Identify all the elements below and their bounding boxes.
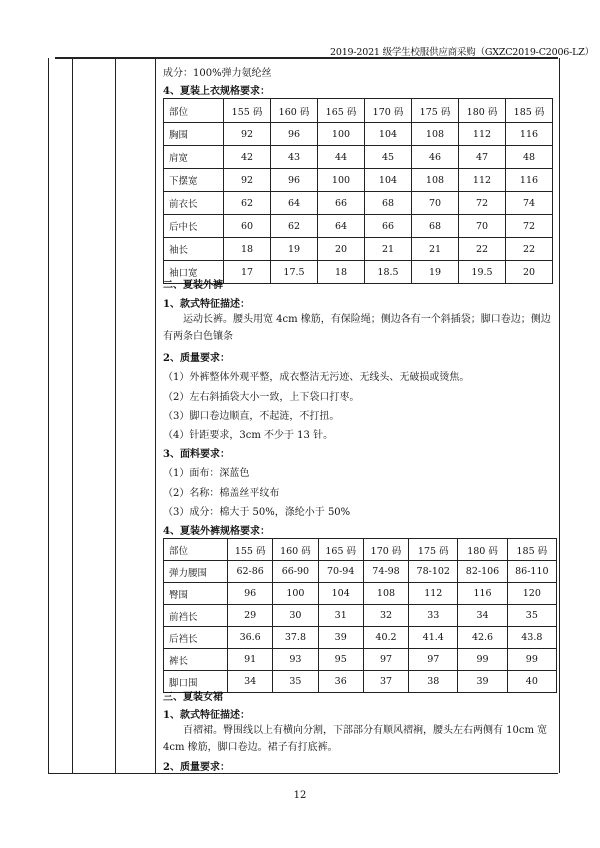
pants-fabric-heading: 3、面料要求： — [163, 449, 230, 460]
table-cell: 37 — [363, 671, 408, 693]
table-cell: 48 — [506, 146, 553, 169]
table-row — [164, 561, 557, 583]
skirt-quality-heading: 2、质量要求： — [163, 762, 230, 773]
table-row — [164, 649, 557, 671]
table-cell: 99 — [458, 649, 507, 671]
table-cell: 21 — [365, 238, 412, 261]
table-cell: 96 — [228, 583, 273, 605]
composition-top: 成分：100%弹力氨纶丝 — [163, 68, 272, 79]
table-cell: 脚口围 — [164, 671, 228, 693]
section-title-pants: 二、夏装外裤 — [163, 280, 223, 291]
table-header-row — [164, 539, 557, 561]
table-cell: 78-102 — [409, 561, 458, 583]
pants-style-text: 运动长裤。腰头用宽 4cm 橡筋，有保险绳；侧边各有一个斜插袋；脚口卷边；侧边有两条白色镶条 — [163, 314, 551, 342]
table-cell: 38 — [409, 671, 458, 693]
table-cell: 116 — [506, 169, 553, 192]
table-cell: 100 — [318, 123, 365, 146]
table-cell: 97 — [363, 649, 408, 671]
table-cell: 袖长 — [164, 238, 224, 261]
table-header-cell: 180 码 — [458, 539, 507, 561]
table-row — [164, 238, 553, 261]
table-cell: 17 — [224, 261, 271, 284]
table-cell: 112 — [409, 583, 458, 605]
table-cell: 93 — [273, 649, 318, 671]
table-cell: 91 — [228, 649, 273, 671]
table-cell: 70-94 — [318, 561, 363, 583]
table-cell: 116 — [506, 123, 553, 146]
pants-quality-item: （3）脚口卷边顺直，不起涟，不打扭。 — [163, 411, 340, 422]
top-spec-table — [163, 98, 553, 284]
table-header-cell: 180 码 — [459, 99, 506, 123]
page-number: 12 — [293, 790, 307, 801]
table-cell: 64 — [271, 192, 318, 215]
table-cell: 18 — [224, 238, 271, 261]
table-cell: 68 — [412, 215, 459, 238]
table-cell: 35 — [273, 671, 318, 693]
table-header-cell: 175 码 — [409, 539, 458, 561]
table-cell: 19 — [412, 261, 459, 284]
table-cell: 40.2 — [363, 627, 408, 649]
table-row — [164, 192, 553, 215]
frame-bottom-rule — [48, 773, 558, 774]
table-cell: 92 — [224, 169, 271, 192]
table-cell: 70 — [459, 215, 506, 238]
table-row — [164, 169, 553, 192]
table-header-cell: 155 码 — [224, 99, 271, 123]
table-header-cell: 155 码 — [228, 539, 273, 561]
column-divider-2 — [115, 58, 116, 773]
table-row — [164, 215, 553, 238]
table-cell: 47 — [459, 146, 506, 169]
table-cell: 96 — [271, 169, 318, 192]
table-cell: 20 — [318, 238, 365, 261]
table-cell: 68 — [365, 192, 412, 215]
pants-quality-item: （1）外裤整体外观平整，成衣整洁无污迹、无线头、无破损或烫焦。 — [163, 372, 470, 383]
table-header-cell: 175 码 — [412, 99, 459, 123]
table-cell: 64 — [318, 215, 365, 238]
table-cell: 62-86 — [228, 561, 273, 583]
table-header-row — [164, 99, 553, 123]
table-cell: 42 — [224, 146, 271, 169]
table-cell: 前裆长 — [164, 605, 228, 627]
column-divider-1 — [72, 58, 73, 773]
table-cell: 臀围 — [164, 583, 228, 605]
table-cell: 66-90 — [273, 561, 318, 583]
table-cell: 34 — [228, 671, 273, 693]
table-cell: 20 — [506, 261, 553, 284]
table-cell: 112 — [459, 123, 506, 146]
table-cell: 43 — [271, 146, 318, 169]
table-cell: 100 — [318, 169, 365, 192]
table-cell: 100 — [273, 583, 318, 605]
table-header-cell: 160 码 — [271, 99, 318, 123]
table-cell: 33 — [409, 605, 458, 627]
table-header-cell: 185 码 — [506, 99, 553, 123]
table-cell: 39 — [318, 627, 363, 649]
table-cell: 72 — [459, 192, 506, 215]
table-cell: 70 — [412, 192, 459, 215]
table-cell: 42.6 — [458, 627, 507, 649]
table-cell: 95 — [318, 649, 363, 671]
page-header: 2019-2021 级学生校服供应商采购（GXZC2019-C2006-LZ） — [330, 47, 594, 58]
table-cell: 82-106 — [458, 561, 507, 583]
pants-fabric-item: （2）名称：棉盖丝平纹布 — [163, 488, 280, 499]
table-cell: 36.6 — [228, 627, 273, 649]
table-cell: 18 — [318, 261, 365, 284]
table-cell: 34 — [458, 605, 507, 627]
table-row — [164, 627, 557, 649]
pants-quality-item: （4）针距要求，3cm 不少于 13 针。 — [163, 430, 334, 441]
table-cell: 31 — [318, 605, 363, 627]
table-header-cell: 部位 — [164, 99, 224, 123]
pants-quality-heading: 2、质量要求： — [163, 353, 230, 364]
table-cell: 21 — [412, 238, 459, 261]
table-cell: 46 — [412, 146, 459, 169]
table-cell: 108 — [412, 169, 459, 192]
table-cell: 120 — [507, 583, 556, 605]
pants-style-heading: 1、款式特征描述： — [163, 299, 250, 310]
section-title-skirt: 三、夏装女裙 — [163, 692, 223, 703]
table-header-cell: 170 码 — [365, 99, 412, 123]
pants-quality-item: （2）左右斜插袋大小一致，上下袋口打枣。 — [163, 392, 360, 403]
table-header-cell: 160 码 — [273, 539, 318, 561]
table-cell: 32 — [363, 605, 408, 627]
table-cell: 17.5 — [271, 261, 318, 284]
table-cell: 22 — [459, 238, 506, 261]
table-cell: 43.8 — [507, 627, 556, 649]
pants-fabric-item: （1）面布：深蓝色 — [163, 468, 250, 479]
table-cell: 30 — [273, 605, 318, 627]
table-cell: 104 — [365, 169, 412, 192]
pants-spec-table — [163, 538, 557, 693]
table-cell: 后裆长 — [164, 627, 228, 649]
top-table-heading: 4、夏装上衣规格要求： — [163, 86, 270, 97]
table-cell: 45 — [365, 146, 412, 169]
table-cell: 66 — [318, 192, 365, 215]
table-cell: 66 — [365, 215, 412, 238]
column-divider-3 — [155, 58, 156, 773]
table-cell: 86-110 — [507, 561, 556, 583]
table-cell: 60 — [224, 215, 271, 238]
table-header-cell: 170 码 — [363, 539, 408, 561]
table-cell: 44 — [318, 146, 365, 169]
table-cell: 72 — [506, 215, 553, 238]
table-cell: 116 — [458, 583, 507, 605]
table-cell: 62 — [271, 215, 318, 238]
table-cell: 下摆宽 — [164, 169, 224, 192]
table-cell: 62 — [224, 192, 271, 215]
table-cell: 37.8 — [273, 627, 318, 649]
table-cell: 胸围 — [164, 123, 224, 146]
table-cell: 108 — [363, 583, 408, 605]
table-cell: 袖口宽 — [164, 261, 224, 284]
table-cell: 36 — [318, 671, 363, 693]
table-cell: 弹力腰围 — [164, 561, 228, 583]
table-cell: 35 — [507, 605, 556, 627]
table-row — [164, 583, 557, 605]
table-row — [164, 605, 557, 627]
table-cell: 肩宽 — [164, 146, 224, 169]
table-cell: 29 — [228, 605, 273, 627]
table-cell: 99 — [507, 649, 556, 671]
table-cell: 22 — [506, 238, 553, 261]
table-header-cell: 185 码 — [507, 539, 556, 561]
table-cell: 19 — [271, 238, 318, 261]
table-cell: 39 — [458, 671, 507, 693]
table-cell: 74 — [506, 192, 553, 215]
table-cell: 97 — [409, 649, 458, 671]
table-cell: 96 — [271, 123, 318, 146]
table-row — [164, 146, 553, 169]
table-header-cell: 165 码 — [318, 539, 363, 561]
table-cell: 40 — [507, 671, 556, 693]
table-cell: 112 — [459, 169, 506, 192]
table-cell: 104 — [365, 123, 412, 146]
pants-table-heading: 4、夏装外裤规格要求： — [163, 526, 270, 537]
table-cell: 19.5 — [459, 261, 506, 284]
table-cell: 41.4 — [409, 627, 458, 649]
table-row — [164, 123, 553, 146]
table-cell: 后中长 — [164, 215, 224, 238]
table-cell: 裤长 — [164, 649, 228, 671]
table-cell: 104 — [318, 583, 363, 605]
skirt-style-heading: 1、款式特征描述： — [163, 710, 250, 721]
table-header-cell: 165 码 — [318, 99, 365, 123]
skirt-style-text: 百褶裙。臀围线以上有横向分割，下部部分有顺风褶裥，腰头左右两侧有 10cm 宽 4cm 橡筋，脚口卷边。裙子有打底裤。 — [163, 725, 548, 753]
table-cell: 108 — [412, 123, 459, 146]
table-cell: 18.5 — [365, 261, 412, 284]
table-cell: 74-98 — [363, 561, 408, 583]
table-cell: 92 — [224, 123, 271, 146]
pants-fabric-item: （3）成分：棉大于 50%，涤纶小于 50% — [163, 507, 351, 518]
table-header-cell: 部位 — [164, 539, 228, 561]
table-cell: 前衣长 — [164, 192, 224, 215]
